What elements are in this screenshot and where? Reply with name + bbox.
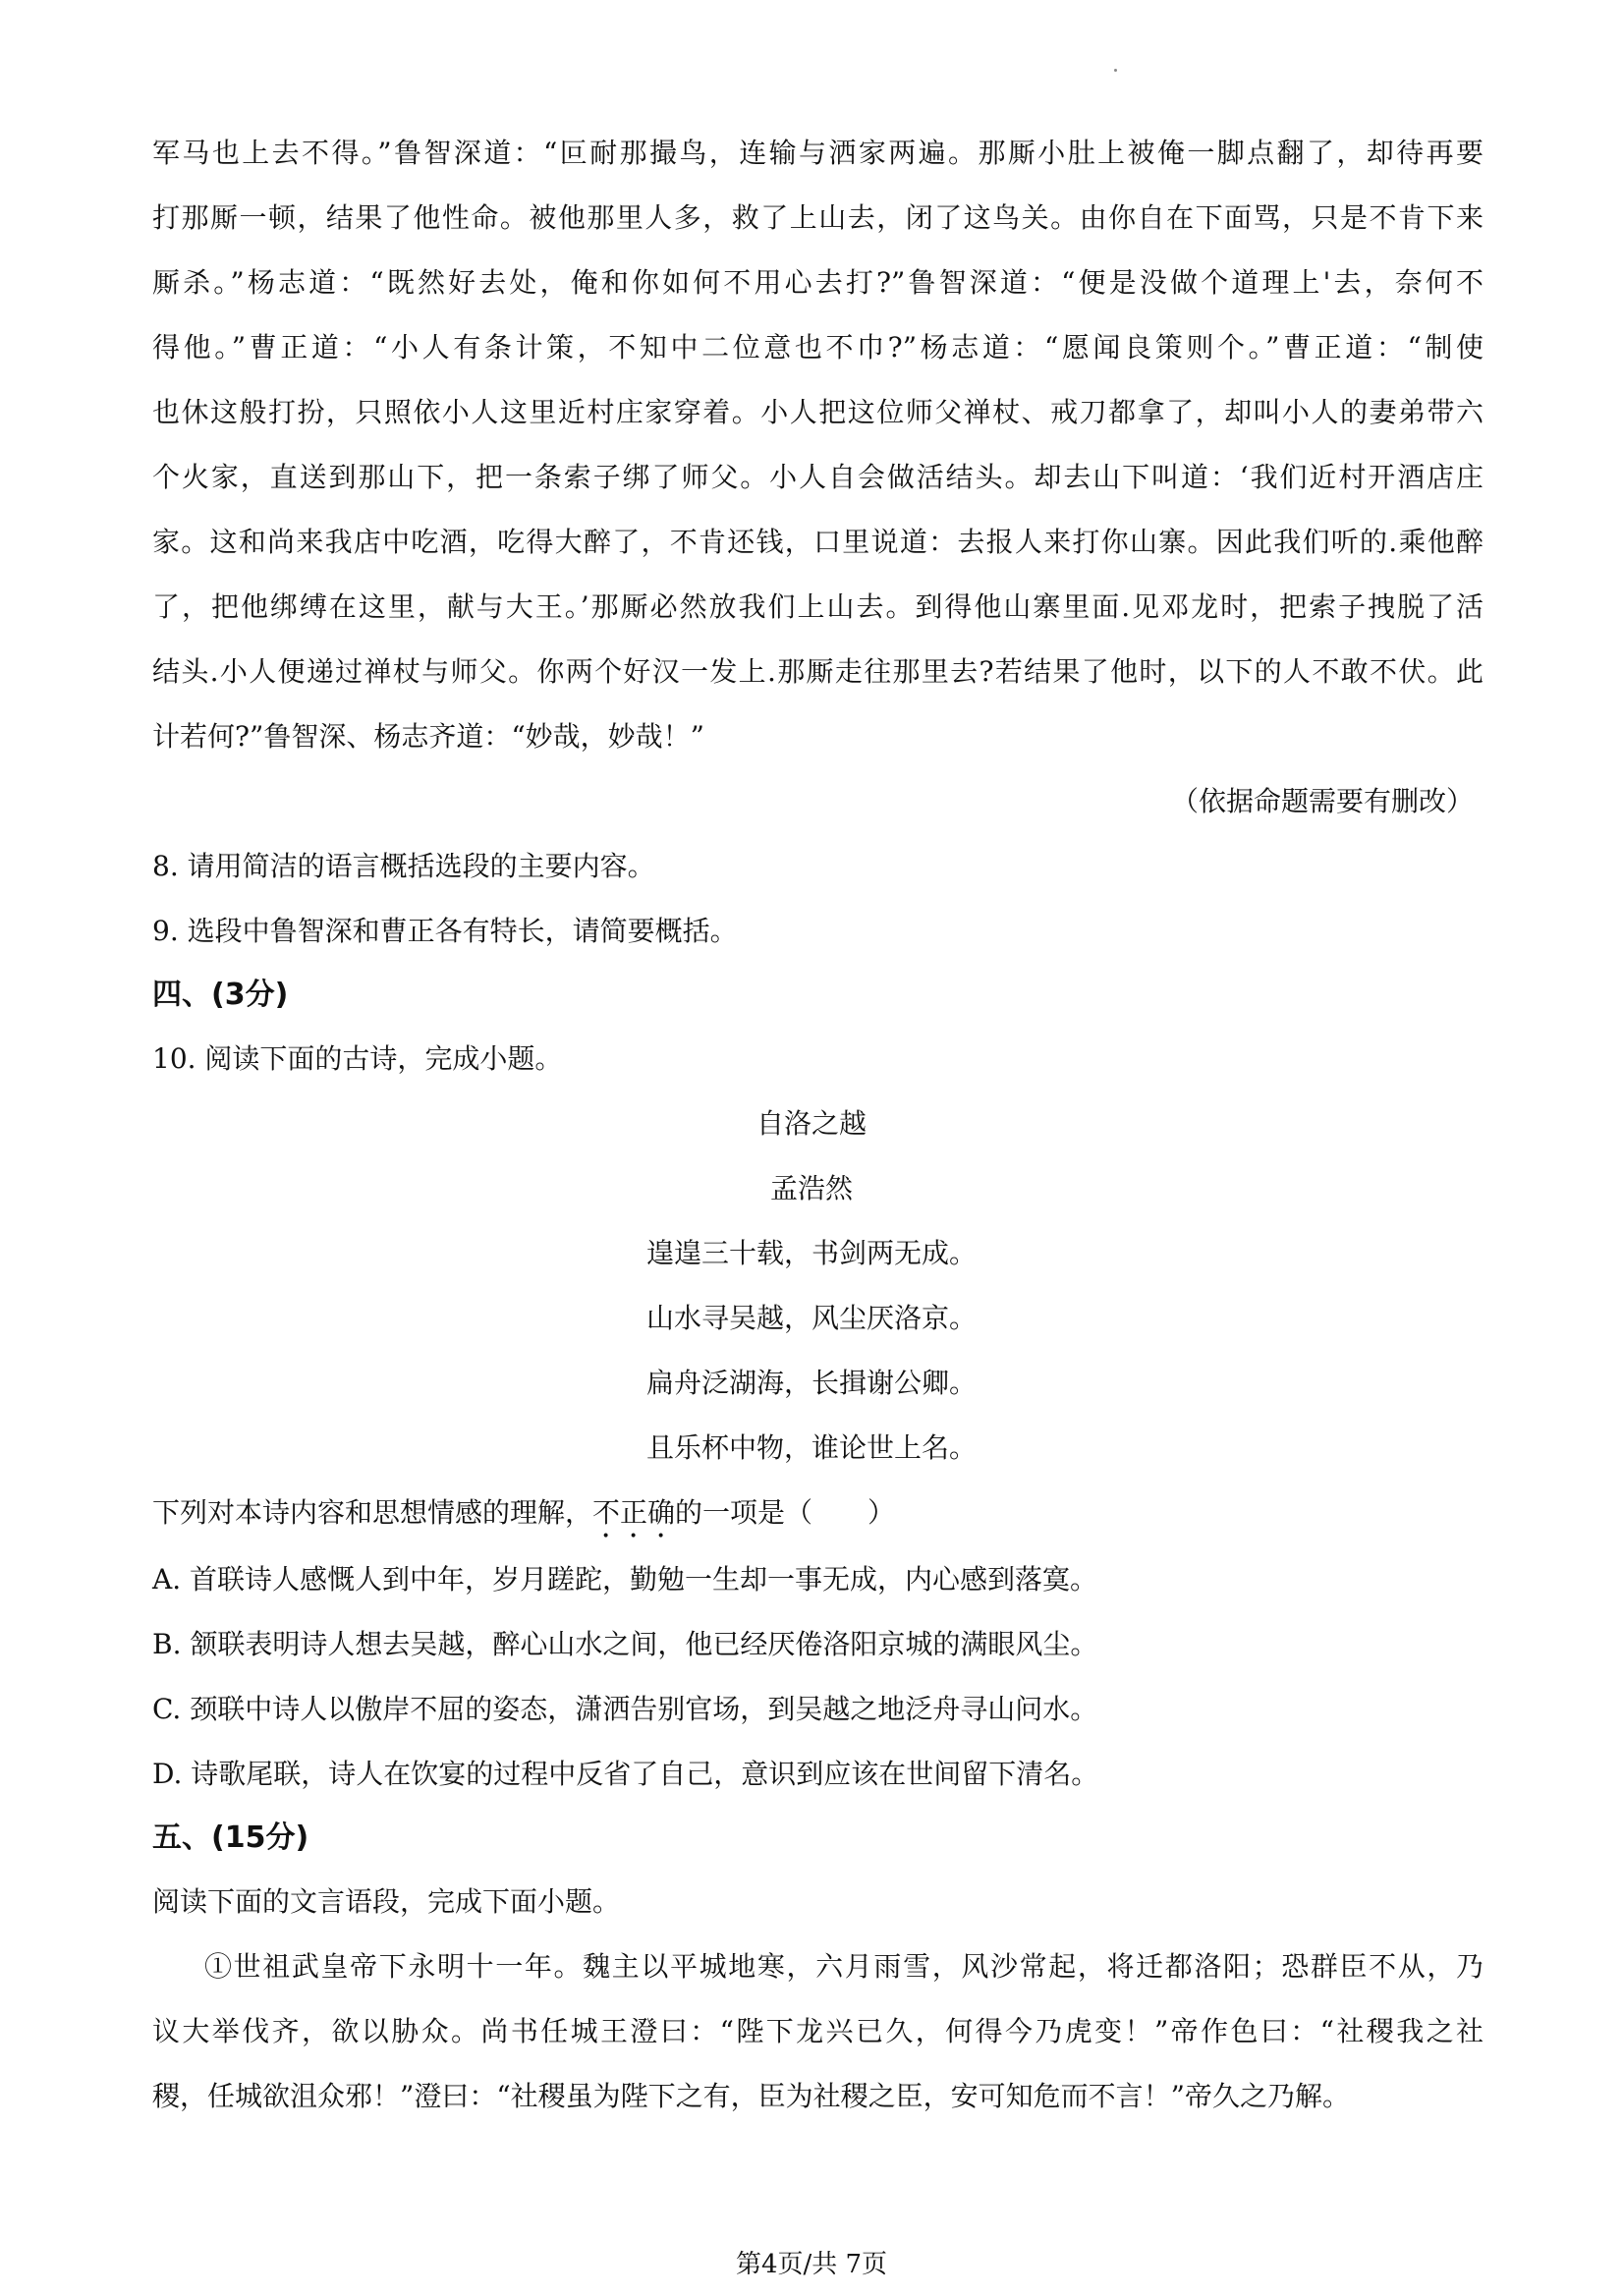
passage-line: 也休这般打扮，只照依小人这里近村庄家穿着。小人把这位师父禅杖、戒刀都拿了，却叫小人的妻弟带六 xyxy=(152,396,1483,428)
question-9: 9. 选段中鲁智深和曹正各有特长，请简要概括。 xyxy=(152,915,738,947)
passage-line: 得他。”曹正道：“小人有条计策，不知中二位意也不巾?”杨志道：“愿闻良策则个。”曹正道：“制使 xyxy=(152,331,1483,364)
passage-line: 了，把他绑缚在这里，献与大王。’那厮必然放我们上山去。到得他山寨里面.见邓龙时，把索子拽脱了活 xyxy=(152,590,1483,623)
passage-line: 计若何?”鲁智深、杨志齐道：“妙哉，妙哉！” xyxy=(152,720,704,753)
section-five-instruction: 阅读下面的文言语段，完成下面小题。 xyxy=(152,1885,621,1918)
option-b: B. 颔联表明诗人想去吴越，醉心山水之间，他已经厌倦洛阳京城的满眼风尘。 xyxy=(152,1628,1098,1660)
page-number: 第4页/共 7页 xyxy=(735,2250,888,2279)
passage-line: 打那厮一顿，结果了他性命。被他那里人多，救了上山去，闭了这鸟关。由你自在下面骂，只是不肯下来 xyxy=(152,201,1483,234)
passage-line: 个火家，直送到那山下，把一条索子绑了师父。小人自会做活结头。却去山下叫道：‘我们近村开酒店庄 xyxy=(152,461,1483,493)
passage-line: 稷，任城欲沮众邪！”澄曰：“社稷虽为陛下之有，臣为社稷之臣，安可知危而不言！”帝久之乃解。 xyxy=(152,2080,1350,2112)
poem-line: 山水寻吴越，风尘厌洛京。 xyxy=(645,1302,977,1334)
question-8: 8. 请用简洁的语言概括选段的主要内容。 xyxy=(152,850,655,882)
question-stem-prefix: 下列对本诗内容和思想情感的理解， xyxy=(152,1496,593,1529)
poem-title: 自洛之越 xyxy=(756,1107,867,1140)
source-note: （依据命题需要有删改） xyxy=(1170,785,1474,817)
question-stem-emphasis: 不正确 xyxy=(592,1496,676,1529)
passage-line: ①世祖武皇帝下永明十一年。魏主以平城地寒，六月雨雪，风沙常起，将迁都洛阳；恐群臣不从，乃 xyxy=(204,1950,1483,1983)
poem-line: 遑遑三十载，书剑两无成。 xyxy=(645,1237,977,1269)
question-stem-suffix: 的一项是（ ） xyxy=(675,1496,896,1529)
passage-line: 结头.小人便递过禅杖与师父。你两个好汉一发上.那厮走往那里去?若结果了他时，以下的人不敢不伏。此 xyxy=(152,655,1483,688)
passage-line: 军马也上去不得。”鲁智深道：“叵耐那撮鸟，连输与洒家两遍。那厮小肚上被俺一脚点翻了，却待再要 xyxy=(152,137,1483,169)
passage-line: 家。这和尚来我店中吃酒，吃得大醉了，不肯还钱，口里说道：去报人来打你山寨。因此我们听的.乘他醉 xyxy=(152,526,1483,558)
option-d: D. 诗歌尾联，诗人在饮宴的过程中反省了自己，意识到应该在世间留下清名。 xyxy=(152,1758,1099,1790)
option-c: C. 颈联中诗人以傲岸不屈的姿态，潇洒告别官场，到吴越之地泛舟寻山问水。 xyxy=(152,1693,1098,1725)
question-10-instruction: 10. 阅读下面的古诗，完成小题。 xyxy=(152,1042,563,1075)
scan-speck xyxy=(1114,69,1117,72)
passage-line: 厮杀。”杨志道：“既然好去处，俺和你如何不用心去打?”鲁智深道：“便是没做个道理上'去，奈何不 xyxy=(152,266,1483,299)
option-a: A. 首联诗人感慨人到中年，岁月蹉跎，勤勉一生却一事无成，内心感到落寞。 xyxy=(152,1563,1098,1596)
poem-author: 孟浩然 xyxy=(769,1172,853,1204)
question-10-stem xyxy=(152,1495,895,1544)
section-five-heading: 五、(15分) xyxy=(152,1820,309,1855)
poem-line: 扁舟泛湖海，长揖谢公卿。 xyxy=(645,1367,977,1399)
section-four-heading: 四、(3分) xyxy=(152,978,289,1012)
poem-line: 且乐杯中物，谁论世上名。 xyxy=(645,1431,977,1464)
passage-line: 议大举伐齐，欲以胁众。尚书任城王澄曰：“陛下龙兴已久，何得今乃虎变！”帝作色曰：“社稷我之社 xyxy=(152,2015,1483,2047)
